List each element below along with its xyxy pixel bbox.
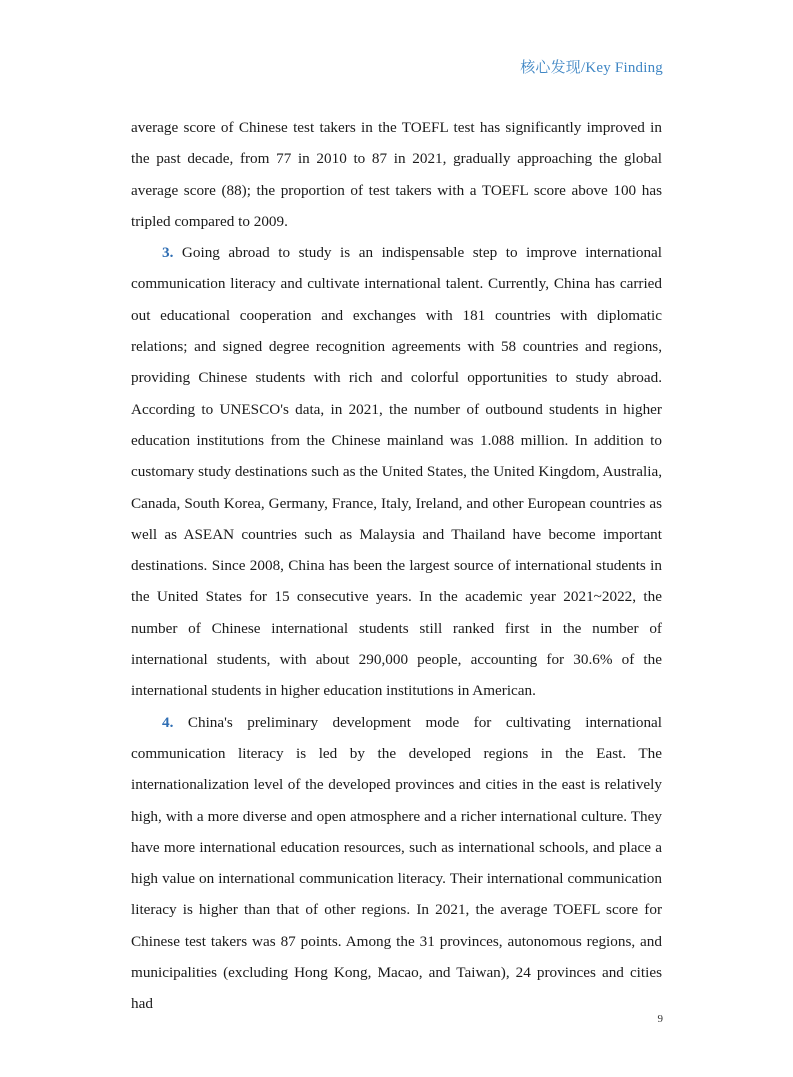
paragraph-3: [131, 237, 662, 706]
document-body: [131, 112, 662, 1020]
paragraph-text: China's preliminary development mode for cultivating international communication literacy is led by the developed regions in the East. The internationalization level of the developed provinces and cities in the east is relatively high, with a more diverse and open atmosphere and a richer international culture. They have more international education resources, such as international schools, and place a high value on international communication literacy. Their international communication literacy is higher than that of other regions. In 2021, the average TOEFL score for Chinese test takers was 87 points. Among the 31 provinces, autonomous regions, and municipalities (excluding Hong Kong, Macao, and Taiwan), 24 provinces and cities had: [131, 713, 662, 1013]
running-header: 核心发现/Key Finding: [520, 60, 663, 76]
paragraph-text: average score of Chinese test takers in the TOEFL test has significantly improved in the past decade, from 77 in 2010 to 87 in 2021, gradually approaching the global average score (88); the proportion of test takers with a TOEFL score above 100 has tripled compared to 2009.: [131, 119, 662, 230]
paragraph-text: Going abroad to study is an indispensable step to improve international communication literacy and cultivate international talent. Currently, China has carried out educational cooperation and exchanges with 181 countries with diplomatic relations; and signed degree recognition agreements with 58 countries and regions, providing Chinese students with rich and colorful opportunities to study abroad. According to UNESCO's data, in 2021, the number of outbound students in higher education institutions from the Chinese mainland was 1.088 million. In addition to customary study destinations such as the United States, the United Kingdom, Australia, Canada, South Korea, Germany, France, Italy, Ireland, and other European countries as well as ASEAN countries such as Malaysia and Thailand have become important destinations. Since 2008, China has been the largest source of international students in the United States for 15 consecutive years. In the academic year 2021~2022, the number of Chinese international students still ranked first in the number of international students, with about 290,000 people, accounting for 30.6% of the international students in higher education institutions in American.: [131, 244, 662, 700]
page-number: 9: [657, 1013, 663, 1025]
paragraph-continuation: [131, 112, 662, 237]
paragraph-4: [131, 707, 662, 1020]
paragraph-number: 3.: [162, 244, 174, 262]
paragraph-number: 4.: [162, 713, 174, 731]
